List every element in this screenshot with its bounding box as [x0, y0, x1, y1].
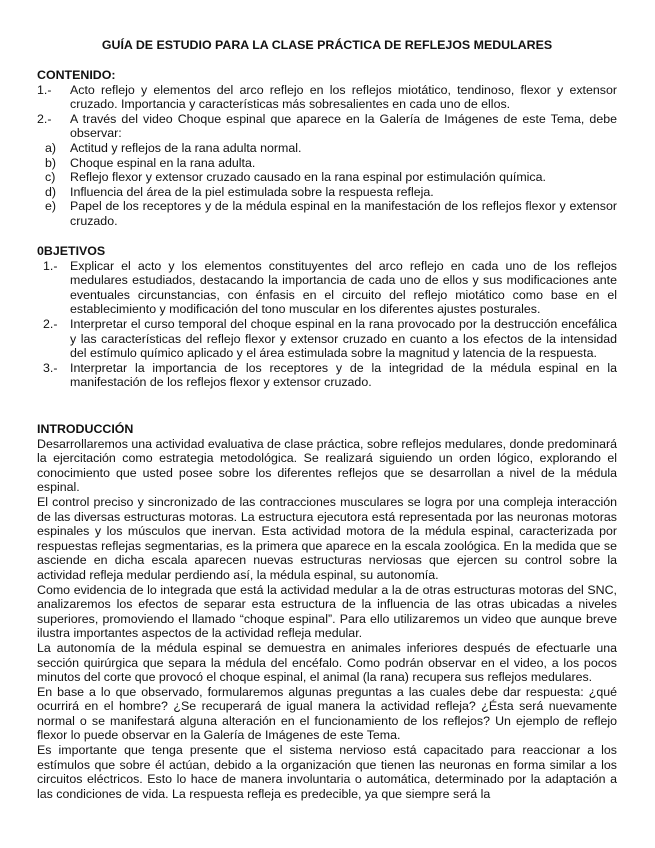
objetivo-item — [37, 361, 617, 390]
subitem-text: Papel de los receptores y de la médula espinal en la manifestación de los reflejos flexor y extensor cruzado. — [70, 199, 617, 228]
subitem-text: Choque espinal en la rana adulta. — [70, 155, 256, 170]
section-objetivos — [37, 244, 617, 390]
objetivo-item — [37, 317, 617, 361]
item-text: Interpretar el curso temporal del choque espinal en la rana provocado por la destrucción encefálica y las características del reflejo flexor y extensor cruzado en cuanto a los efectos de la intensidad del estímulo químico aplicado y el área estimulada sobre la magnitud y latencia de la respuesta. — [70, 316, 617, 361]
objetivo-item — [37, 259, 617, 317]
subitem-text: Reflejo flexor y extensor cruzado causado en la rana espinal por estimulación química. — [70, 170, 546, 185]
item-text: Acto reflejo y elementos del arco reflejo en los reflejos miotático, tendinoso, flexor y extensor cruzado. Importancia y características más sobresalientes en cada uno de ellos. — [70, 82, 617, 112]
item-marker: 1.- — [37, 82, 52, 97]
intro-paragraph: Como evidencia de lo integrada que está la actividad medular a la de otras estructuras motoras del SNC, analizaremos los efectos de separar esta estructura de la influencia de las otras ubicadas a niveles superiores, promoviendo el llamado “choque espinal”. Para ello utilizaremos un video que aunque breve ilustra importantes aspectos de la actividad refleja medular. — [37, 582, 617, 641]
subitem-text: Influencia del área de la piel estimulada sobre la respuesta refleja. — [70, 184, 434, 199]
document-title: GUÍA DE ESTUDIO PARA LA CLASE PRÁCTICA DE REFLEJOS MEDULARES — [101, 38, 553, 52]
item-marker: 2.- — [43, 316, 58, 331]
subitem-marker: b) — [45, 155, 57, 170]
item-text: Explicar el acto y los elementos constituyentes del arco reflejo en cada uno de los reflejos medulares estudiados, destacando la importancia de cada uno de ellos y sus modificaciones ante eventuales circunstancias, con énfasis en el circuito del reflejo miotático como base en el establecimiento y modificación del tono muscular en los diferentes ajustes posturales. — [70, 258, 617, 317]
intro-paragraph: El control preciso y sincronizado de las contracciones musculares se logra por una compleja interacción de las diversas estructuras motoras. La estructura ejecutora está representada por las neuronas motoras espinales y los músculos que inervan. Esta actividad motora de la médula espinal, caracterizada por respuestas reflejas segmentarias, es la primera que aparece en la escala zoológica. En la medida que se asciende en dicha escala aparecen nuevas estructuras nerviosas que ejercen su control sobre la actividad refleja medular perdiendo así, la médula espinal, su autonomía. — [37, 494, 617, 582]
section-introduccion — [37, 422, 617, 801]
subitem-marker: d) — [45, 184, 57, 199]
intro-paragraph: La autonomía de la médula espinal se demuestra en animales inferiores después de efectuarle una sección quirúrgica que separa la médula del encéfalo. Como podrán observar en el video, a los pocos minutos del corte que provocó el choque espinal, el animal (la rana) recupera sus reflejos medulares. — [37, 640, 617, 685]
item-text: A través del video Choque espinal que aparece en la Galería de Imágenes de este Tema, debe observar: — [70, 111, 617, 141]
objetivos-heading: 0BJETIVOS — [37, 244, 106, 258]
item-marker: 2.- — [37, 111, 52, 126]
contenido-item — [37, 83, 617, 112]
item-marker: 1.- — [43, 258, 58, 273]
item-marker: 3.- — [43, 360, 58, 375]
contenido-subitem — [37, 185, 617, 200]
subitem-marker: e) — [45, 199, 57, 214]
contenido-subitem — [37, 170, 617, 185]
contenido-subitem — [37, 141, 617, 156]
intro-paragraph: Desarrollaremos una actividad evaluativa de clase práctica, sobre reflejos medulares, donde predominará la ejercitación como estrategia metodológica. Se realizará siguiendo un orden lógico, explorando el conocimiento que usted posee sobre los diferentes reflejos que se desarrollan a nivel de la médula espinal. — [37, 436, 617, 495]
section-contenido — [37, 68, 617, 229]
contenido-item — [37, 112, 617, 141]
subitem-marker: c) — [45, 170, 56, 185]
subitem-marker: a) — [45, 140, 57, 155]
intro-paragraph: En base a lo que observado, formularemos algunas preguntas a las cuales debe dar respuesta: ¿qué ocurrirá en el hombre? ¿Se recuperará de igual manera la actividad refleja? ¿Ésta será nuevamente normal o se manifestará alguna alteración en el funcionamiento de los reflejos? Un ejemplo de reflejo flexor lo puede observar en la Galería de Imágenes de este Tema. — [37, 684, 617, 743]
contenido-subitem — [37, 199, 617, 228]
contenido-subitem — [37, 156, 617, 171]
subitem-text: Actitud y reflejos de la rana adulta normal. — [70, 140, 302, 155]
introduccion-heading: INTRODUCCIÓN — [37, 422, 134, 436]
item-text: Interpretar la importancia de los receptores y de la integridad de la médula espinal en la manifestación de los reflejos flexor y extensor cruzado. — [70, 360, 617, 390]
contenido-heading: CONTENIDO: — [37, 68, 116, 82]
intro-paragraph: Es importante que tenga presente que el sistema nervioso está capacitado para reaccionar a los estímulos que sobre él actúan, debido a la organización que tienen las neuronas en forma similar a los circuitos eléctricos. Esto lo hace de manera involuntaria o automática, determinado por la adaptación a las condiciones de vida. La respuesta refleja es predecible, ya que siempre será la — [37, 743, 617, 801]
